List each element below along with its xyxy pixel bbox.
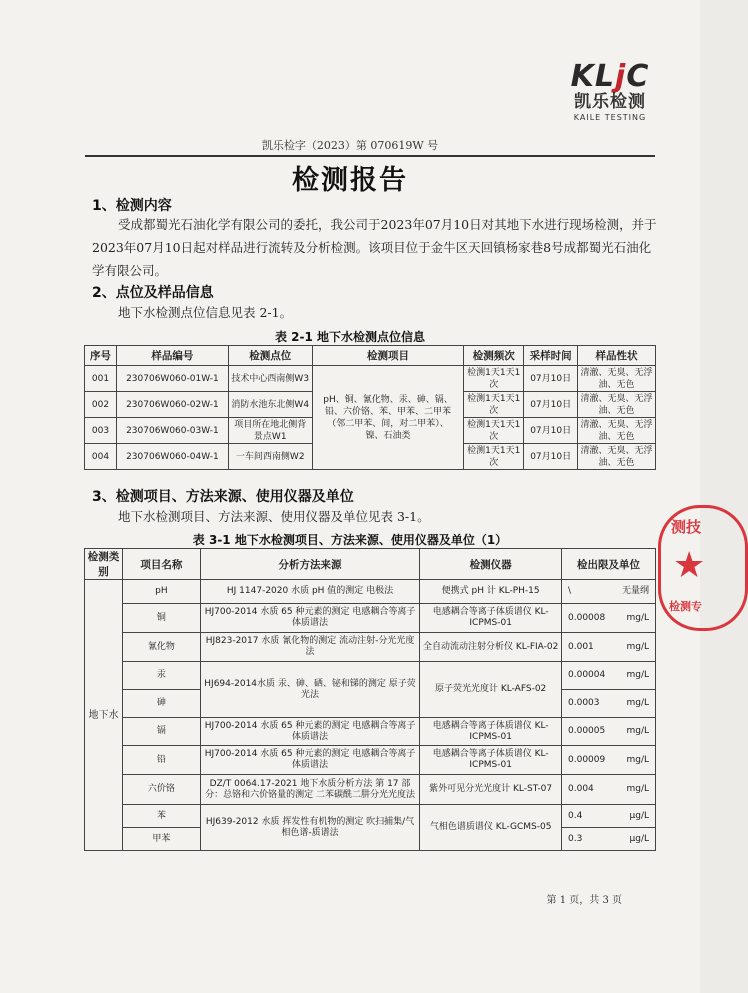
cell-point: 技术中心西南侧W3 <box>228 366 312 392</box>
section-3-heading: 3、检测项目、方法来源、使用仪器及单位 <box>92 489 354 505</box>
logo-chinese-name: 凯乐检测 <box>574 92 646 112</box>
cell-category: 地下水 <box>85 580 123 851</box>
cell-name: 砷 <box>122 690 200 718</box>
cell-point: 一车间西南侧W2 <box>228 444 312 470</box>
cell-state: 清澈、无臭、无浮油、无色 <box>578 444 656 470</box>
cell-name: 苯 <box>122 805 200 828</box>
cell-point: 项目所在地北侧背景点W1 <box>228 418 312 444</box>
cell-name: 镉 <box>122 718 200 746</box>
seal-stamp: 测技 ★ 检测专 <box>658 505 748 631</box>
company-logo <box>560 59 660 132</box>
section-2-heading: 2、点位及样品信息 <box>92 285 214 301</box>
th-category: 检测类别 <box>85 549 123 580</box>
cell-limit: 0.3 μg/L <box>562 828 656 851</box>
header-rule <box>85 155 655 157</box>
cell-limit: 0.00005 mg/L <box>562 718 656 746</box>
cell-method: HJ694-2014水质 汞、砷、硒、铋和锑的测定 原子荧光法 <box>200 662 420 718</box>
cell-name: 汞 <box>122 662 200 690</box>
table-2-1-caption: 表 2-1 地下水检测点位信息 <box>274 330 426 344</box>
th-point: 检测点位 <box>228 346 312 366</box>
table-row <box>85 805 656 828</box>
cell-name: 六价铬 <box>122 775 200 805</box>
cell-freq: 检测1天1天1次 <box>464 418 524 444</box>
cell-date: 07月10日 <box>524 392 578 418</box>
th-state: 样品性状 <box>578 346 656 366</box>
cell-limit: 0.00004 mg/L <box>562 662 656 690</box>
cell-instrument: 紫外可见分光光度计 KL-ST-07 <box>420 775 562 805</box>
th-items: 检测项目 <box>312 346 464 366</box>
cell-items: pH、铜、氰化物、汞、砷、镉、铅、六价铬、苯、甲苯、二甲苯（邻二甲苯、间，对二甲苯）、镍、石油类 <box>312 366 464 470</box>
cell-method: HJ 1147-2020 水质 pH 值的测定 电极法 <box>200 580 420 604</box>
cell-name: 氰化物 <box>122 633 200 662</box>
cell-name: 铜 <box>122 604 200 633</box>
table-row <box>85 775 656 805</box>
cell-code: 230706W060-01W-1 <box>116 366 228 392</box>
table-2-1 <box>84 345 656 470</box>
report-title: 检测报告 <box>292 165 408 196</box>
th-name: 项目名称 <box>122 549 200 580</box>
cell-method: HJ700-2014 水质 65 种元素的测定 电感耦合等离子体质谱法 <box>200 718 420 746</box>
table-3-1 <box>84 548 656 851</box>
table-row <box>85 718 656 746</box>
cell-method: HJ700-2014 水质 65 种元素的测定 电感耦合等离子体质谱法 <box>200 746 420 775</box>
cell-limit: 0.004 mg/L <box>562 775 656 805</box>
cell-state: 清澈、无臭、无浮油、无色 <box>578 366 656 392</box>
th-instrument: 检测仪器 <box>420 549 562 580</box>
cell-name: 铅 <box>122 746 200 775</box>
table-row <box>85 633 656 662</box>
cell-freq: 检测1天1天1次 <box>464 444 524 470</box>
cell-limit: \ 无量纲 <box>562 580 656 604</box>
cell-limit: 0.001 mg/L <box>562 633 656 662</box>
star-icon: ★ <box>673 545 706 586</box>
table-3-1-caption: 表 3-1 地下水检测项目、方法来源、使用仪器及单位（1） <box>192 533 508 547</box>
cell-instrument: 电感耦合等离子体质谱仪 KL-ICPMS-01 <box>420 604 562 633</box>
th-date: 采样时间 <box>524 346 578 366</box>
cell-name: 甲苯 <box>122 828 200 851</box>
logo-mark: KLjC <box>570 59 650 94</box>
table-row <box>85 580 656 604</box>
report-number: 凯乐检字（2023）第 070619W 号 <box>261 139 439 152</box>
section-2-text: 地下水检测点位信息见表 2-1。 <box>118 305 293 320</box>
th-no: 序号 <box>85 346 117 366</box>
page-footer: 第 1 页，共 3 页 <box>546 895 622 906</box>
cell-instrument: 电感耦合等离子体质谱仪 KL-ICPMS-01 <box>420 718 562 746</box>
cell-code: 230706W060-04W-1 <box>116 444 228 470</box>
cell-freq: 检测1天1天1次 <box>464 366 524 392</box>
cell-instrument: 气相色谱质谱仪 KL-GCMS-05 <box>420 805 562 851</box>
cell-date: 07月10日 <box>524 444 578 470</box>
cell-method: HJ639-2012 水质 挥发性有机物的测定 吹扫捕集/气相色谱-质谱法 <box>200 805 420 851</box>
cell-state: 清澈、无臭、无浮油、无色 <box>578 418 656 444</box>
cell-point: 消防水池东北侧W4 <box>228 392 312 418</box>
cell-method: DZ/T 0064.17-2021 地下水质分析方法 第 17 部分：总铬和六价铬量的测定 二苯碳酰二肼分光光度法 <box>200 775 420 805</box>
cell-state: 清澈、无臭、无浮油、无色 <box>578 392 656 418</box>
cell-instrument: 电感耦合等离子体质谱仪 KL-ICPMS-01 <box>420 746 562 775</box>
cell-name: pH <box>122 580 200 604</box>
section-3-text: 地下水检测项目、方法来源、使用仪器及单位见表 3-1。 <box>118 509 430 524</box>
cell-instrument: 便携式 pH 计 KL-PH-15 <box>420 580 562 604</box>
cell-no: 003 <box>85 418 117 444</box>
cell-instrument: 原子荧光光度计 KL-AFS-02 <box>420 662 562 718</box>
table-row <box>85 604 656 633</box>
th-freq: 检测频次 <box>464 346 524 366</box>
table-row <box>85 366 656 392</box>
section-1-heading: 1、检测内容 <box>92 198 172 214</box>
th-method: 分析方法来源 <box>200 549 420 580</box>
cell-code: 230706W060-03W-1 <box>116 418 228 444</box>
cell-no: 004 <box>85 444 117 470</box>
logo-english-name: KAILE TESTING <box>573 113 647 122</box>
cell-limit: 0.4 μg/L <box>562 805 656 828</box>
cell-limit: 0.00008 mg/L <box>562 604 656 633</box>
table-row <box>85 662 656 690</box>
table-row <box>85 746 656 775</box>
th-limit: 检出限及单位 <box>562 549 656 580</box>
cell-date: 07月10日 <box>524 418 578 444</box>
cell-limit: 0.00009 mg/L <box>562 746 656 775</box>
cell-instrument: 全自动流动注射分析仪 KL-FIA-02 <box>420 633 562 662</box>
cell-method: HJ700-2014 水质 65 种元素的测定 电感耦合等离子体质谱法 <box>200 604 420 633</box>
th-code: 样品编号 <box>116 346 228 366</box>
cell-freq: 检测1天1天1次 <box>464 392 524 418</box>
cell-limit: 0.0003 mg/L <box>562 690 656 718</box>
section-1-text: 受成都蜀光石油化学有限公司的委托，我公司于2023年07月10日对其地下水进行现场检测，并于2023年07月10日起对样品进行流转及分析检测。该项目位于金牛区天回镇杨家巷8号成都蜀光石油化学有限公司。 <box>92 217 657 278</box>
cell-date: 07月10日 <box>524 366 578 392</box>
cell-method: HJ823-2017 水质 氰化物的测定 流动注射-分光光度法 <box>200 633 420 662</box>
cell-no: 002 <box>85 392 117 418</box>
cell-no: 001 <box>85 366 117 392</box>
cell-code: 230706W060-02W-1 <box>116 392 228 418</box>
